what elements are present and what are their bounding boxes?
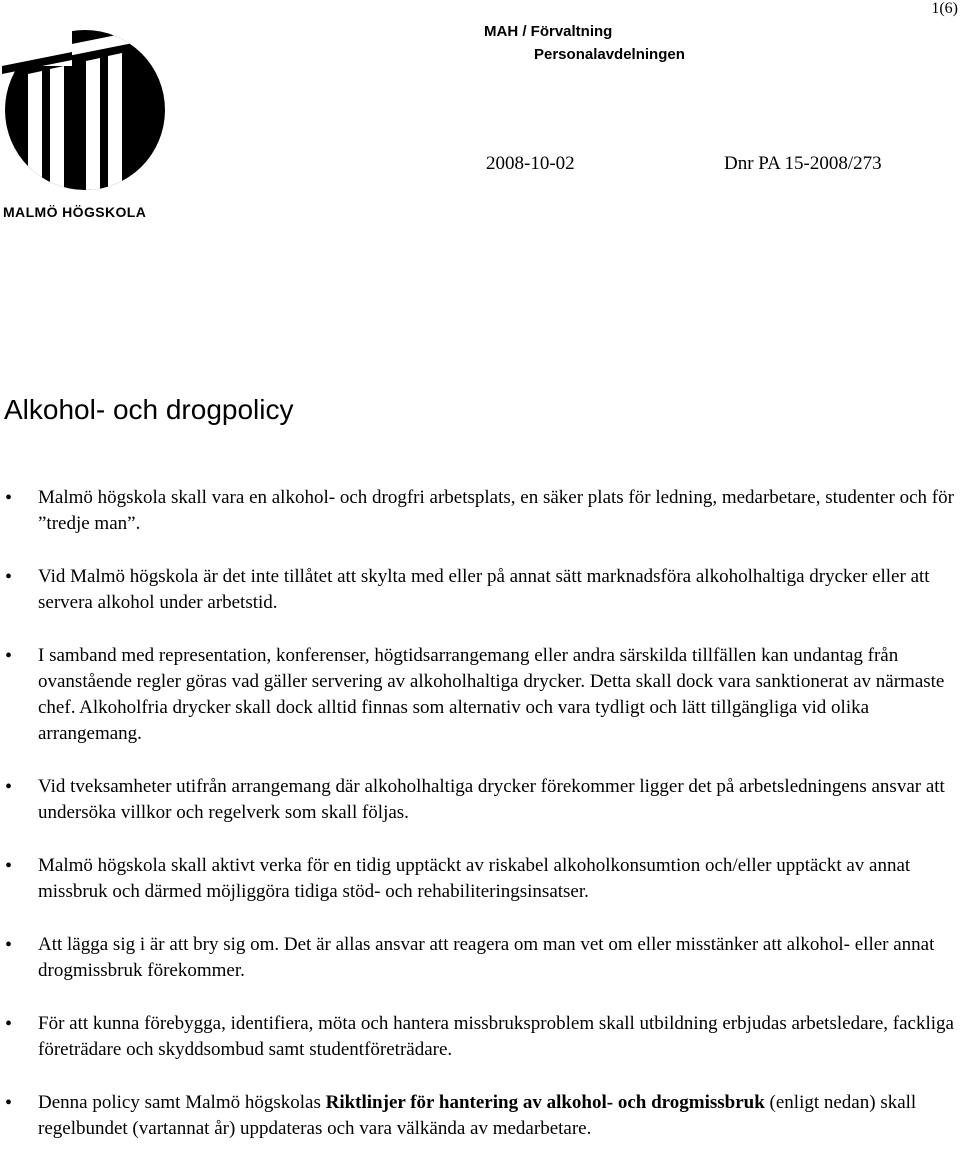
- malmo-hogskola-logo-icon: [2, 30, 168, 190]
- list-item: [0, 564, 960, 616]
- list-item-text: Vid Malmö högskola är det inte tillåtet att skylta med eller på annat sätt marknadsföra alkoholhaltiga drycker eller att servera alkohol under arbetstid.: [38, 566, 930, 613]
- list-item-text: För att kunna förebygga, identifiera, möta och hantera missbruksproblem skall utbildning erbjudas arbetsledare, fackliga företrädare och skyddsombud samt studentföreträdare.: [38, 1013, 954, 1060]
- list-item: [0, 774, 960, 826]
- bullet-icon: •: [5, 645, 13, 667]
- list-item-text: I samband med representation, konferenser, högtidsarrangemang eller andra särskilda tillfällen kan undantag från ovanstående regler göras vad gäller servering av alkoholhaltiga drycker. Detta skall dock vara sanktionerat av närmaste chef. Alkoholfria drycker skall dock alltid finnas som alternativ och vara tydligt och lätt tillgängliga vid olika arrangemang.: [38, 645, 945, 744]
- department-name: Personalavdelningen: [534, 46, 685, 63]
- policy-reference-suffix: (enligt nedan) skall regelbundet (vartannat år) uppdateras och vara välkända av medarbetare.: [38, 1092, 917, 1139]
- list-item: [0, 1090, 960, 1142]
- list-item: [0, 853, 960, 905]
- list-item: [0, 485, 960, 537]
- list-item-text: Malmö högskola skall aktivt verka för en tidig upptäckt av riskabel alkoholkonsumtion och/eller upptäckt av annat missbruk och därmed möjliggöra tidiga stöd- och rehabiliteringsinsatser.: [38, 855, 911, 902]
- bullet-icon: •: [5, 1092, 13, 1114]
- document-reference-number: Dnr PA 15-2008/273: [724, 153, 882, 174]
- bullet-icon: •: [5, 566, 13, 588]
- page-title: Alkohol- och drogpolicy: [4, 394, 294, 425]
- guidelines-title: Riktlinjer för hantering av alkohol- och drogmissbruk: [325, 1092, 765, 1113]
- bullet-icon: •: [5, 487, 13, 509]
- list-item-text: [38, 1092, 916, 1139]
- list-item-text: Att lägga sig i är att bry sig om. Det är allas ansvar att reagera om man vet om eller misstänker att alkohol- eller annat drogmissbruk förekommer.: [38, 934, 935, 981]
- document-date: 2008-10-02: [486, 153, 575, 174]
- org-name: MAH / Förvaltning: [484, 23, 613, 40]
- bullet-icon: •: [5, 776, 13, 798]
- list-item-text: Malmö högskola skall vara en alkohol- och drogfri arbetsplats, en säker plats för ledning, medarbetare, studenter och för ”tredje man”.: [38, 487, 954, 534]
- logo-wordmark: MALMÖ HÖGSKOLA: [3, 204, 147, 220]
- list-item: [0, 1011, 960, 1063]
- bullet-icon: •: [5, 1013, 13, 1035]
- policy-reference-prefix: Denna policy samt Malmö högskolas: [38, 1092, 326, 1113]
- list-item-text: Vid tveksamheter utifrån arrangemang där alkoholhaltiga drycker förekommer ligger det på arbetsledningens ansvar att undersöka villkor och regelverk som skall följas.: [38, 776, 945, 823]
- bullet-icon: •: [5, 934, 13, 956]
- bullet-icon: •: [5, 855, 13, 877]
- policy-list: [0, 485, 960, 1169]
- page-number: 1(6): [931, 0, 958, 17]
- org-header: [484, 20, 685, 66]
- list-item: [0, 643, 960, 747]
- list-item: [0, 932, 960, 984]
